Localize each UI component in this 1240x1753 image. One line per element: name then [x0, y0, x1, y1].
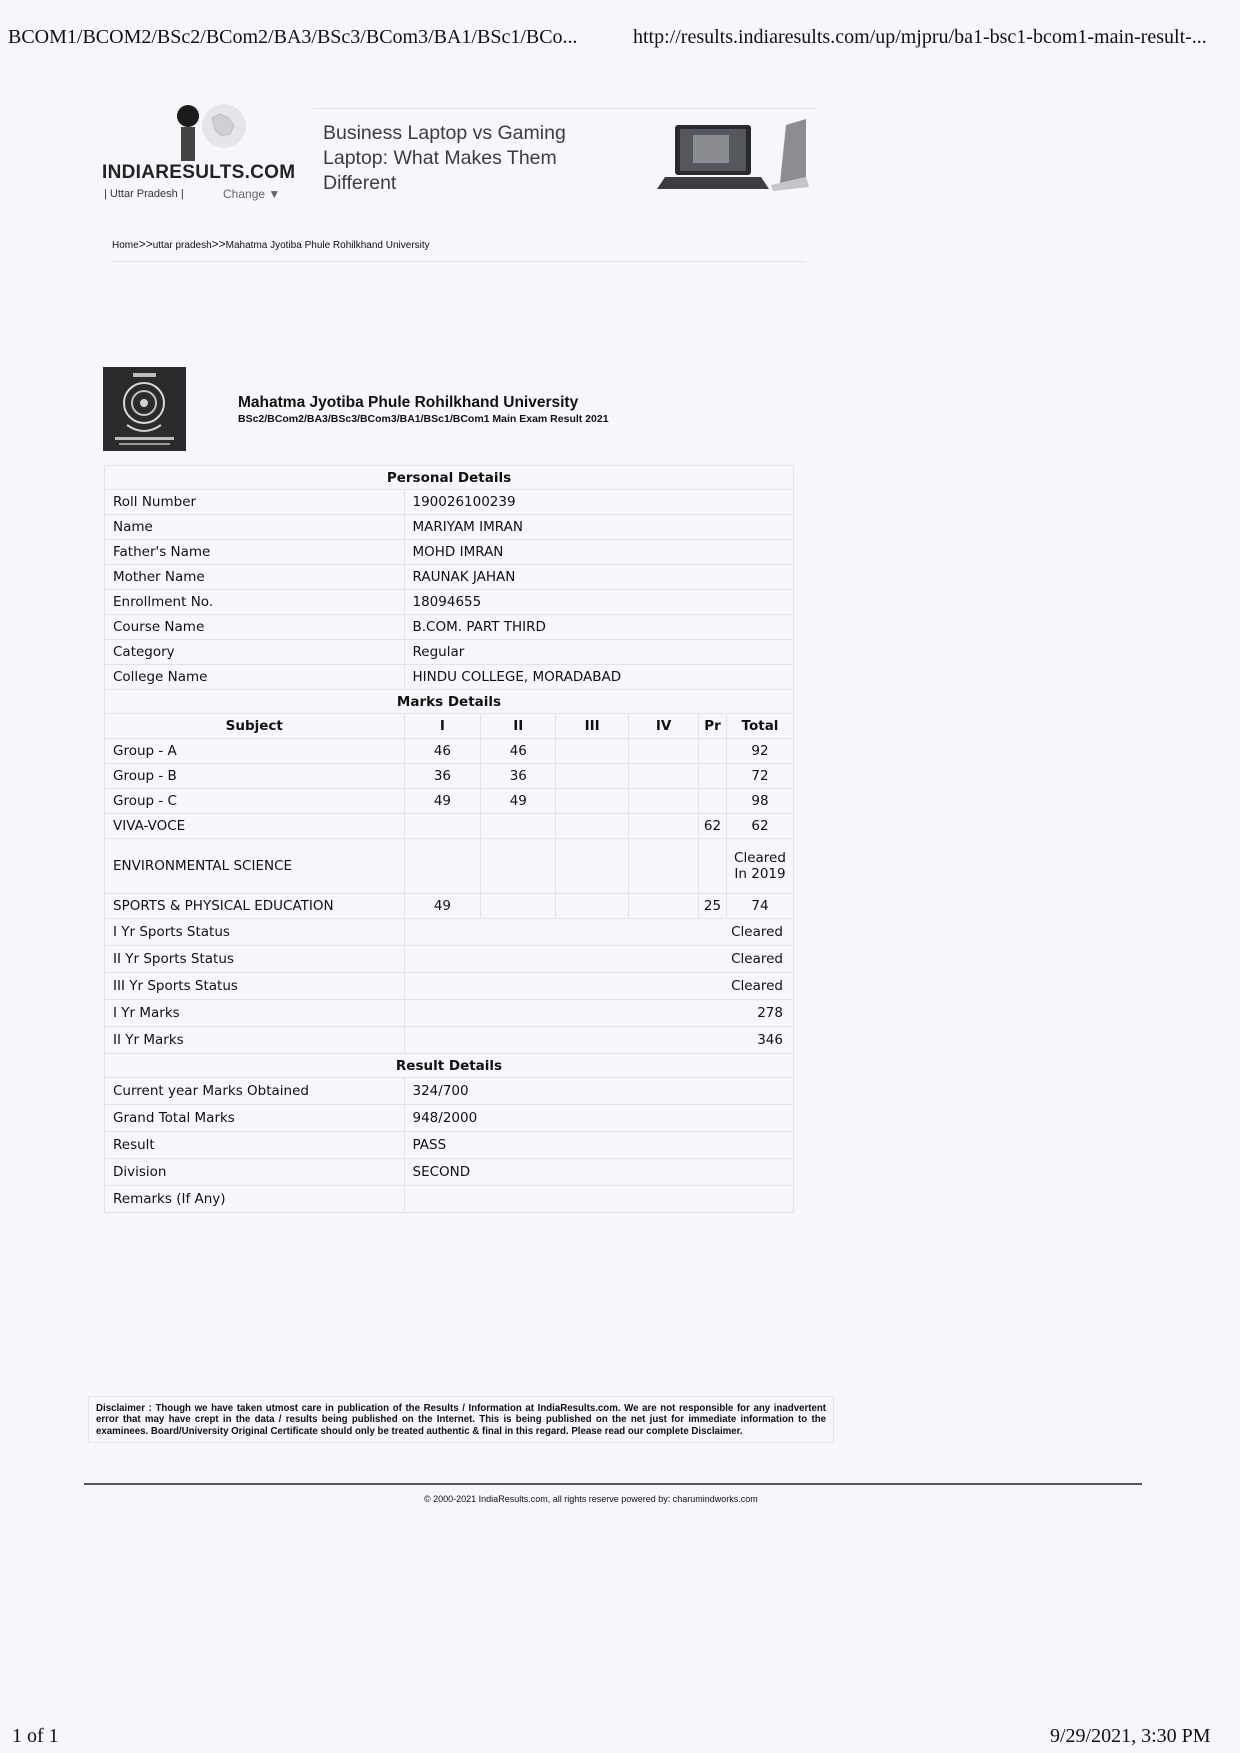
marks-cell: [481, 839, 556, 894]
marks-cell: [404, 814, 481, 839]
marks-cell: [404, 839, 481, 894]
site-logo[interactable]: [100, 100, 296, 205]
marks-cell: 36: [481, 764, 556, 789]
marks-header-row: [105, 714, 794, 739]
field-value: 324/700: [404, 1078, 794, 1105]
breadcrumb-separator: >>: [138, 237, 153, 251]
marks-cell: [481, 814, 556, 839]
print-header-title: BCOM1/BCOM2/BSc2/BCom2/BA3/BSc3/BCom3/BA1/BSc1/BCo...: [8, 26, 578, 48]
marks-cell: [629, 764, 699, 789]
table-row: [105, 839, 794, 894]
subject-cell: ENVIRONMENTAL SCIENCE: [105, 839, 405, 894]
total-cell: 92: [727, 739, 794, 764]
field-label: Current year Marks Obtained: [105, 1078, 405, 1105]
field-label: II Yr Marks: [105, 1027, 405, 1054]
field-value: Regular: [404, 640, 794, 665]
field-value: 346: [404, 1027, 794, 1054]
field-value: 948/2000: [404, 1105, 794, 1132]
field-value: MARIYAM IMRAN: [404, 515, 794, 540]
print-footer-page: 1 of 1: [12, 1725, 59, 1747]
marks-cell: 46: [481, 739, 556, 764]
breadcrumb-home-link[interactable]: Home: [112, 240, 139, 251]
field-label: Course Name: [105, 615, 405, 640]
total-cell: 98: [727, 789, 794, 814]
field-label: I Yr Marks: [105, 1000, 405, 1027]
ad-text: Business Laptop vs Gaming Laptop: What Makes Them Different: [323, 122, 566, 194]
marks-details-heading: Marks Details: [105, 690, 794, 714]
field-label: Result: [105, 1132, 405, 1159]
result-details-heading: Result Details: [105, 1054, 794, 1078]
field-label: Mother Name: [105, 565, 405, 590]
print-header-url: http://results.indiaresults.com/up/mjpru/ba1-bsc1-bcom1-main-result-...: [633, 26, 1207, 48]
column-header: Subject: [105, 714, 405, 739]
indiaresults-logo-icon: [168, 102, 248, 162]
breadcrumb-separator: >>: [211, 237, 226, 251]
table-row: [105, 1078, 794, 1105]
field-value: 18094655: [404, 590, 794, 615]
field-value: Cleared: [404, 946, 794, 973]
subject-cell: Group - A: [105, 739, 405, 764]
column-header: Total: [727, 714, 794, 739]
marks-cell: 46: [404, 739, 481, 764]
table-row: [105, 1159, 794, 1186]
field-value: [404, 1186, 794, 1213]
field-value: PASS: [404, 1132, 794, 1159]
marks-cell: [629, 894, 699, 919]
advertisement-banner[interactable]: [313, 108, 817, 204]
column-header: II: [481, 714, 556, 739]
marks-cell: 36: [404, 764, 481, 789]
field-label: II Yr Sports Status: [105, 946, 405, 973]
marks-cell: [629, 739, 699, 764]
field-label: Division: [105, 1159, 405, 1186]
print-footer-datetime: 9/29/2021, 3:30 PM: [1050, 1725, 1211, 1747]
logo-text: INDIARESULTS.COM: [102, 162, 296, 183]
field-value: 190026100239: [404, 490, 794, 515]
marks-cell: [556, 789, 629, 814]
university-name: Mahatma Jyotiba Phule Rohilkhand University: [238, 394, 579, 411]
field-label: Roll Number: [105, 490, 405, 515]
marks-cell: [699, 789, 727, 814]
university-seal-icon: [103, 367, 186, 451]
field-label: III Yr Sports Status: [105, 973, 405, 1000]
table-row: [105, 764, 794, 789]
subject-cell: Group - B: [105, 764, 405, 789]
total-cell: 72: [727, 764, 794, 789]
marks-cell: 49: [404, 894, 481, 919]
field-value: Cleared: [404, 973, 794, 1000]
laptop-image: [653, 115, 817, 199]
field-value: B.COM. PART THIRD: [404, 615, 794, 640]
field-label: Remarks (If Any): [105, 1186, 405, 1213]
field-label: Category: [105, 640, 405, 665]
state-label: | Uttar Pradesh |: [104, 188, 184, 200]
table-row: [105, 590, 794, 615]
disclaimer: Disclaimer : Though we have taken utmost care in publication of the Results / Information at IndiaResults.com. We are not responsible for any inadvertent error that may have crept in the data / results being published on the Internet. This is being published on the net just for immediate information to the examinees. Board/University Original Certificate should only be treated authentic & final in this regard. Please read our complete Disclaimer.: [88, 1396, 834, 1443]
table-row: [105, 540, 794, 565]
marks-cell: 62: [699, 814, 727, 839]
column-header: III: [556, 714, 629, 739]
table-row: [105, 919, 794, 946]
personal-details-heading: Personal Details: [105, 466, 794, 490]
table-row: [105, 814, 794, 839]
table-row: [105, 946, 794, 973]
marks-cell: [556, 739, 629, 764]
footer-divider: [84, 1483, 1142, 1485]
subject-cell: Group - C: [105, 789, 405, 814]
total-cell: 74: [727, 894, 794, 919]
field-value: SECOND: [404, 1159, 794, 1186]
table-row: [105, 665, 794, 690]
marks-cell: 49: [404, 789, 481, 814]
field-value: MOHD IMRAN: [404, 540, 794, 565]
table-row: [105, 615, 794, 640]
breadcrumb-state-link[interactable]: uttar pradesh: [152, 240, 212, 251]
marks-cell: [556, 839, 629, 894]
table-row: [105, 1132, 794, 1159]
field-label: Enrollment No.: [105, 590, 405, 615]
marks-cell: [556, 894, 629, 919]
breadcrumb: [112, 237, 430, 251]
subject-cell: SPORTS & PHYSICAL EDUCATION: [105, 894, 405, 919]
field-label: Father's Name: [105, 540, 405, 565]
column-header: Pr: [699, 714, 727, 739]
divider: [112, 261, 806, 262]
field-label: College Name: [105, 665, 405, 690]
exam-title: BSc2/BCom2/BA3/BSc3/BCom3/BA1/BSc1/BCom1 Main Exam Result 2021: [238, 413, 609, 425]
field-label: Name: [105, 515, 405, 540]
table-row: [105, 1186, 794, 1213]
table-row: [105, 1000, 794, 1027]
change-state-link[interactable]: Change ▼: [223, 187, 281, 201]
table-row: [105, 515, 794, 540]
table-row: [105, 490, 794, 515]
marks-cell: [699, 764, 727, 789]
field-label: Grand Total Marks: [105, 1105, 405, 1132]
table-row: [105, 1027, 794, 1054]
result-table: [104, 465, 794, 1213]
marks-cell: 25: [699, 894, 727, 919]
subject-cell: VIVA-VOCE: [105, 814, 405, 839]
marks-cell: [629, 789, 699, 814]
field-value: RAUNAK JAHAN: [404, 565, 794, 590]
marks-cell: [556, 814, 629, 839]
total-cell: Cleared In 2019: [727, 839, 794, 894]
marks-cell: [629, 839, 699, 894]
copyright: © 2000-2021 IndiaResults.com, all rights reserve powered by: charumindworks.com: [424, 1494, 758, 1504]
field-label: I Yr Sports Status: [105, 919, 405, 946]
marks-cell: [556, 764, 629, 789]
table-row: [105, 739, 794, 764]
field-value: HINDU COLLEGE, MORADABAD: [404, 665, 794, 690]
table-row: [105, 640, 794, 665]
marks-cell: [629, 814, 699, 839]
column-header: I: [404, 714, 481, 739]
table-row: [105, 1105, 794, 1132]
breadcrumb-university: Mahatma Jyotiba Phule Rohilkhand University: [225, 240, 430, 251]
marks-cell: [481, 894, 556, 919]
column-header: IV: [629, 714, 699, 739]
total-cell: 62: [727, 814, 794, 839]
marks-cell: [699, 839, 727, 894]
table-row: [105, 565, 794, 590]
field-value: 278: [404, 1000, 794, 1027]
table-row: [105, 894, 794, 919]
marks-cell: [699, 739, 727, 764]
table-row: [105, 789, 794, 814]
marks-cell: 49: [481, 789, 556, 814]
field-value: Cleared: [404, 919, 794, 946]
table-row: [105, 973, 794, 1000]
